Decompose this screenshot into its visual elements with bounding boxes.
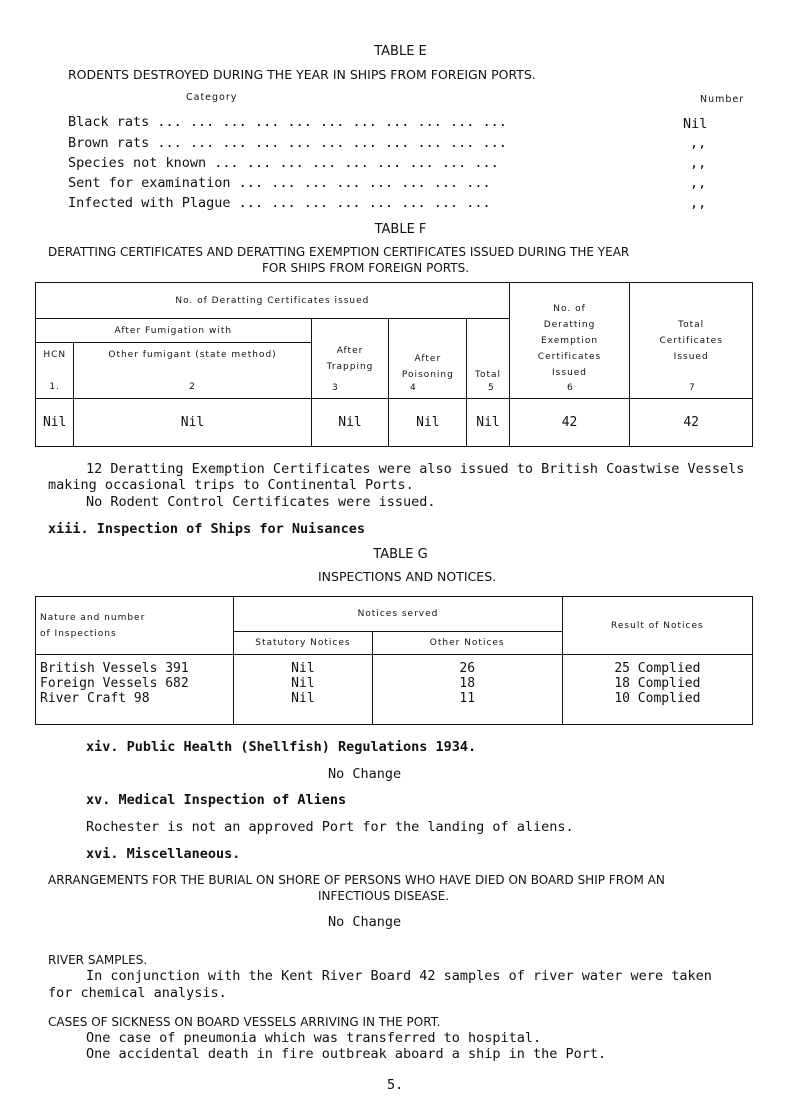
table-g-result-header: Result of Notices: [562, 597, 752, 655]
col-number-3: 3: [332, 383, 339, 393]
table-f-fumigation-header: After Fumigation with: [36, 319, 312, 343]
table-f-poisoning-header: After Poisoning: [389, 319, 467, 399]
table-g-grid: [35, 596, 753, 725]
table-e-row-label: Sent for examination ... ... ... ... ... ... ... ...: [68, 175, 491, 191]
table-e-row-label: Species not known ... ... ... ... ... ... ... ... ...: [68, 155, 499, 171]
table-e-subtitle: RODENTS DESTROYED DURING THE YEAR IN SHIPS FROM FOREIGN PORTS.: [68, 67, 536, 82]
col-number-6: 6: [567, 383, 574, 393]
table-f-value-other: Nil: [74, 399, 311, 447]
table-f-value-exempt: 42: [509, 399, 630, 447]
table-f-grid: [35, 282, 753, 447]
table-f-title: TABLE F: [374, 222, 427, 237]
table-e-row-value: ,,: [690, 195, 707, 211]
table-f-trapping-header: After Trapping: [311, 319, 389, 399]
note-line3: No Rodent Control Certificates were issued.: [86, 494, 436, 510]
table-f-value-total: Nil: [467, 399, 509, 447]
river-samples-line2: for chemical analysis.: [48, 985, 227, 1001]
table-e-row-label: Infected with Plague ... ... ... ... ... ... ... ...: [68, 195, 491, 211]
note-line2: making occasional trips to Continental Ports.: [48, 477, 414, 493]
table-g-result-column: 25 Complied 18 Complied 10 Complied: [562, 655, 752, 725]
section-xv-heading: xv. Medical Inspection of Aliens: [86, 792, 347, 808]
table-e-row-value: Nil: [683, 116, 708, 132]
table-f-subtitle-line2: FOR SHIPS FROM FOREIGN PORTS.: [262, 261, 470, 275]
table-e-row-label: Black rats ... ... ... ... ... ... ... ... ... ... ...: [68, 114, 507, 130]
col-number-4: 4: [410, 383, 417, 393]
table-f-value-hcn: Nil: [36, 399, 74, 447]
section-xiii-heading: xiii. Inspection of Ships for Nuisances: [48, 521, 365, 537]
cases-line1: One case of pneumonia which was transferred to hospital.: [86, 1030, 542, 1046]
table-g-statutory-header: Statutory Notices: [234, 632, 372, 655]
table-f-other-fumigant-header: Other fumigant (state method) 2: [74, 343, 311, 399]
table-f-exempt-header: No. of Deratting Exemption Certificates Issued: [509, 283, 630, 399]
river-samples-heading: RIVER SAMPLES.: [48, 953, 148, 967]
table-e-row-value: ,,: [690, 135, 707, 151]
river-samples-line1: In conjunction with the Kent River Board 42 samples of river water were taken: [86, 968, 712, 984]
table-g-row: Foreign Vessels 682: [40, 676, 189, 691]
table-g-statutory-column: Nil Nil Nil: [234, 655, 372, 725]
section-xvi-heading: xvi. Miscellaneous.: [86, 846, 241, 862]
table-g-nature-header: Nature and number of Inspections: [36, 597, 234, 655]
burial-heading-line2: INFECTIOUS DISEASE.: [318, 889, 450, 903]
section-xiv-body: No Change: [328, 766, 402, 782]
table-g-nature-column: [36, 655, 234, 725]
table-g-row: River Craft 98: [40, 691, 150, 706]
burial-body: No Change: [328, 914, 402, 930]
table-g-row: British Vessels 391: [40, 661, 189, 676]
section-xiv-heading: xiv. Public Health (Shellfish) Regulations 1934.: [86, 739, 477, 755]
table-g-other-header: Other Notices: [372, 632, 562, 655]
col-number-5: 5: [488, 383, 495, 393]
note-line1: 12 Deratting Exemption Certificates were also issued to British Coastwise Vessels: [86, 461, 745, 477]
burial-heading-line1: ARRANGEMENTS FOR THE BURIAL ON SHORE OF PERSONS WHO HAVE DIED ON BOARD SHIP FROM AN: [48, 873, 665, 887]
table-f-hcn-header: HCN 1.: [36, 343, 74, 399]
table-f-total-cert-header: Total Certificates Issued: [630, 283, 753, 399]
table-f-value-total-cert: 42: [630, 399, 753, 447]
table-e-row-label: Brown rats ... ... ... ... ... ... ... ... ... ... ...: [68, 135, 507, 151]
col-number-7: 7: [689, 383, 696, 393]
table-f-total-header: Total: [467, 319, 509, 399]
table-f-value-trapping: Nil: [311, 399, 389, 447]
table-f-main-header: No. of Deratting Certificates issued: [36, 283, 510, 319]
cases-line2: One accidental death in fire outbreak aboard a ship in the Port.: [86, 1046, 607, 1062]
table-e-row-value: ,,: [690, 175, 707, 191]
table-g-other-column: 26 18 11: [372, 655, 562, 725]
table-e-row-value: ,,: [690, 155, 707, 171]
table-e-number-header: Number: [700, 94, 745, 105]
table-g-subtitle: INSPECTIONS AND NOTICES.: [318, 569, 497, 584]
table-f-value-poisoning: Nil: [389, 399, 467, 447]
table-g-title: TABLE G: [373, 547, 428, 562]
table-e-title: TABLE E: [374, 44, 427, 59]
table-e-category-header: Category: [186, 92, 238, 103]
cases-heading: CASES OF SICKNESS ON BOARD VESSELS ARRIVING IN THE PORT.: [48, 1015, 441, 1029]
table-f-subtitle-line1: DERATTING CERTIFICATES AND DERATTING EXEMPTION CERTIFICATES ISSUED DURING THE YEAR: [48, 245, 630, 259]
section-xv-body: Rochester is not an approved Port for the landing of aliens.: [86, 819, 574, 835]
page-number: 5.: [387, 1077, 404, 1093]
table-g-notices-header: Notices served: [234, 597, 563, 632]
